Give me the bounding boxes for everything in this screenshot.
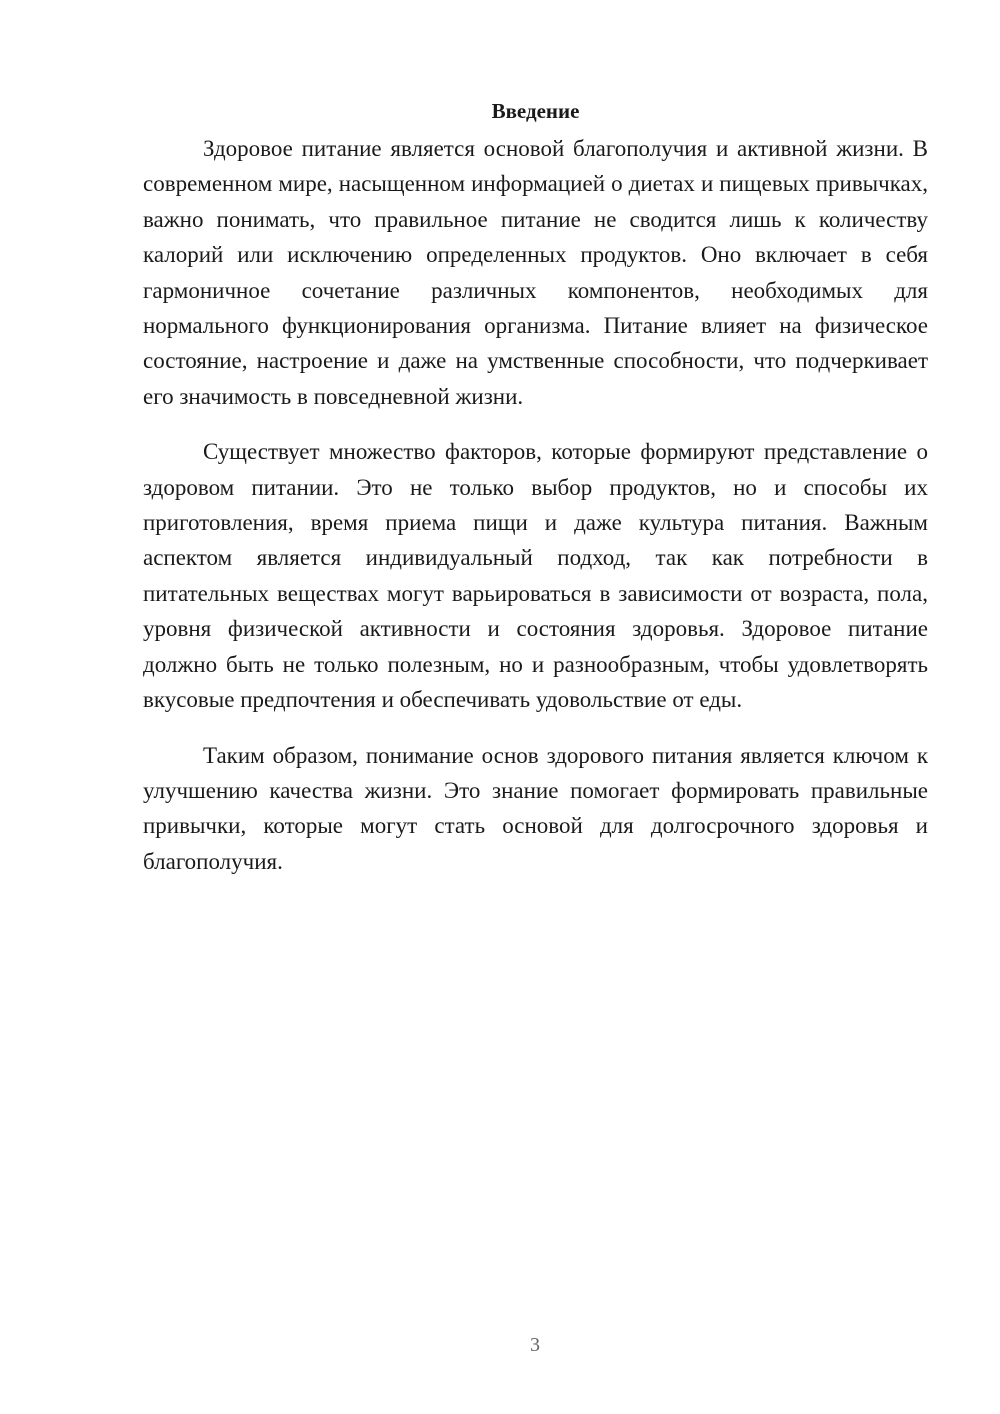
page-content bbox=[143, 95, 928, 899]
paragraph-3: Таким образом, понимание основ здорового питания является ключом к улучшению качества жизни. Это знание помогает формировать правильные привычки, которые могут стать основой для долгосрочного здоровья и благополучия. bbox=[143, 742, 928, 874]
page-number: 3 bbox=[530, 1334, 540, 1356]
paragraph-1: Здоровое питание является основой благополучия и активной жизни. В современном мире, насыщенном информацией о диетах и пищевых привычках, важно понимать, что правильное питание не сводится лишь к количеству калорий или исключению определенных продуктов. Оно включает в себя гармоничное сочетание различных компонентов, необходимых для нормального функционирования организма. Питание влияет на физическое состояние, настроение и даже на умственные способности, что подчеркивает его значимость в повседневной жизни. bbox=[143, 136, 928, 409]
paragraph-2: Существует множество факторов, которые формируют представление о здоровом питании. Это не только выбор продуктов, но и способы их приготовления, время приема пищи и даже культура питания. Важным аспектом является индивидуальный подход, так как потребности в питательных веществах могут варьироваться в зависимости от возраста, пола, уровня физической активности и состояния здоровья. Здоровое питание должно быть не только полезным, но и разнообразным, чтобы удовлетворять вкусовые предпочтения и обеспечивать удовольствие от еды. bbox=[143, 439, 928, 713]
section-title: Введение bbox=[491, 99, 580, 123]
